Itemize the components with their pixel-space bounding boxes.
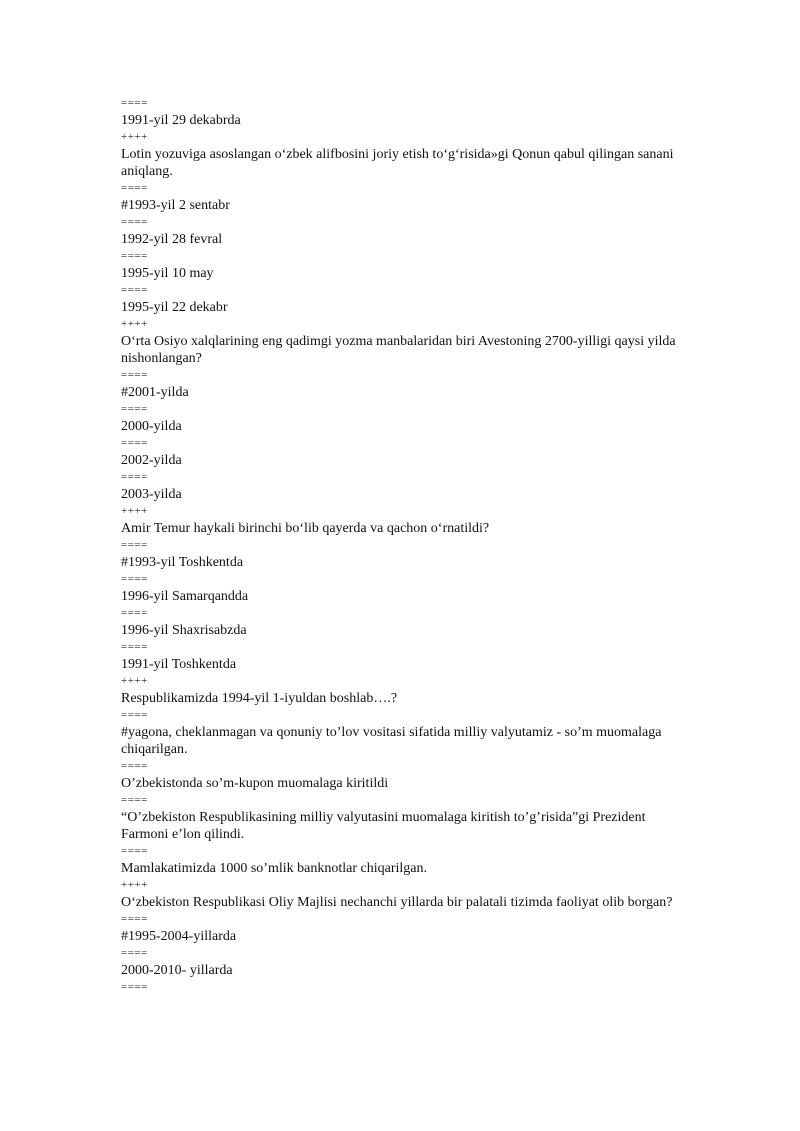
text-line: 1996-yil Samarqandda xyxy=(121,589,249,604)
separator-line: ==== xyxy=(121,539,148,551)
text-line: “O’zbekiston Respublikasining milliy valyutasini muomalaga kiritish to’g’risida”gi Prezident Farmoni e’lon qilindi. xyxy=(121,810,650,842)
separator-line: ==== xyxy=(121,182,148,194)
text-line: Lotin yozuviga asoslangan o‘zbek alifbosini joriy etish to‘g‘risida»gi Qonun qabul qilingan sanani aniqlang. xyxy=(121,147,678,179)
separator-line: ++++ xyxy=(121,318,148,330)
separator-line: ++++ xyxy=(121,675,148,687)
text-line: O’zbekistonda so’m-kupon muomalaga kiritildi xyxy=(121,776,389,791)
text-line: #yagona, cheklanmagan va qonuniy to’lov vositasi sifatida milliy valyutamiz - so’m muomalaga chiqarilgan. xyxy=(121,725,665,757)
text-line: O‘zbekiston Respublikasi Oliy Majlisi nechanchi yillarda bir palatali tizimda faoliyat olib borgan? xyxy=(121,895,673,910)
separator-line: ++++ xyxy=(121,505,148,517)
separator-line: ==== xyxy=(121,607,148,619)
text-line: #2001-yilda xyxy=(121,385,189,400)
text-line: 1995-yil 10 may xyxy=(121,266,214,281)
separator-line: ==== xyxy=(121,216,148,228)
separator-line: ==== xyxy=(121,845,148,857)
text-line: 2000-2010- yillarda xyxy=(121,963,233,978)
separator-line: ==== xyxy=(121,369,148,381)
separator-line: ==== xyxy=(121,437,148,449)
text-line: Respublikamizda 1994-yil 1-iyuldan boshlab….? xyxy=(121,691,398,706)
separator-line: ==== xyxy=(121,947,148,959)
separator-line: ++++ xyxy=(121,131,148,143)
separator-line: ==== xyxy=(121,641,148,653)
separator-line: ==== xyxy=(121,471,148,483)
separator-line: ==== xyxy=(121,403,148,415)
separator-line: ==== xyxy=(121,709,148,721)
text-line: 1995-yil 22 dekabr xyxy=(121,300,228,315)
text-line: 1992-yil 28 fevral xyxy=(121,232,223,247)
separator-line: ==== xyxy=(121,97,148,109)
separator-line: ==== xyxy=(121,981,148,993)
separator-line: ==== xyxy=(121,250,148,262)
text-line: 2003-yilda xyxy=(121,487,182,502)
separator-line: ==== xyxy=(121,573,148,585)
separator-line: ==== xyxy=(121,284,148,296)
text-line: #1993-yil Toshkentda xyxy=(121,555,244,570)
text-line: 2000-yilda xyxy=(121,419,182,434)
text-line: 1991-yil 29 dekabrda xyxy=(121,113,241,128)
text-line: 1996-yil Shaxrisabzda xyxy=(121,623,247,638)
separator-line: ++++ xyxy=(121,879,148,891)
text-line: #1993-yil 2 sentabr xyxy=(121,198,230,213)
separator-line: ==== xyxy=(121,913,148,925)
text-line: 2002-yilda xyxy=(121,453,182,468)
text-line: 1991-yil Toshkentda xyxy=(121,657,237,672)
document-body xyxy=(121,95,691,996)
separator-line: ==== xyxy=(121,794,148,806)
text-line: O‘rta Osiyo xalqlarining eng qadimgi yozma manbalaridan biri Avestoning 2700-yilligi qaysi yilda nishonlangan? xyxy=(121,334,680,366)
text-line: Mamlakatimizda 1000 so’mlik banknotlar chiqarilgan. xyxy=(121,861,427,876)
text-line: Amir Temur haykali birinchi bo‘lib qayerda va qachon o‘rnatildi? xyxy=(121,521,490,536)
text-line: #1995-2004-yillarda xyxy=(121,929,237,944)
separator-line: ==== xyxy=(121,760,148,772)
